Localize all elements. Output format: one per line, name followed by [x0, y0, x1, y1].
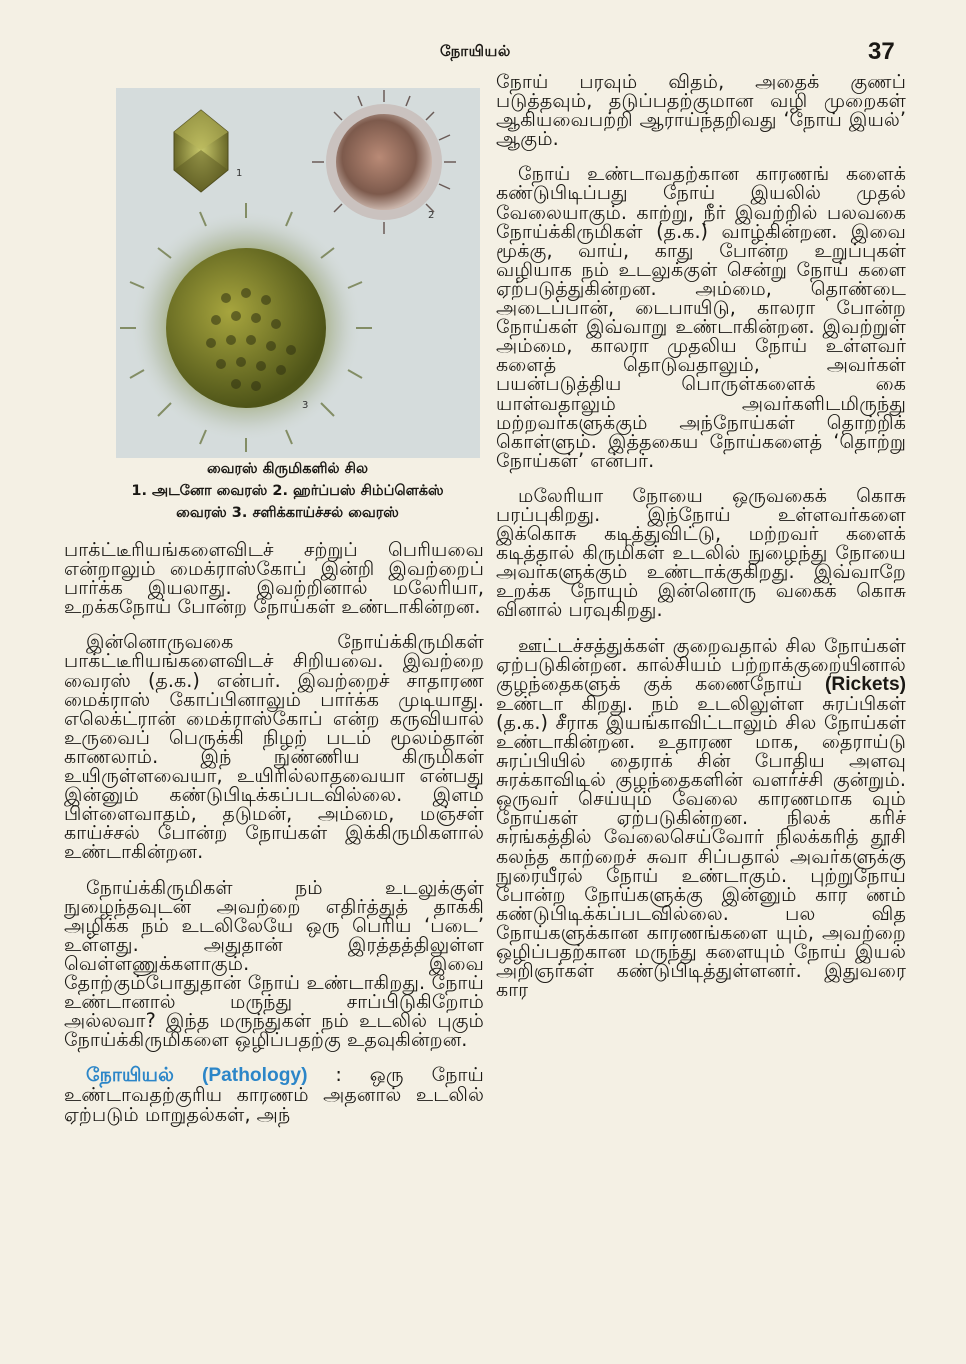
nutrition-text-a: ஊட்டச்சத்துக்கள் குறைவதால் சில நோய்கள் ஏற்படுகின்றன. கால்சியம் பற்றாக்குறையினால் குழந்தைகளுக் குக் கணைநோய்: [496, 633, 906, 695]
pathology-term: நோயியல்: [86, 1063, 175, 1087]
right-column: [496, 70, 907, 1002]
figure-label-2: 2: [428, 210, 435, 221]
right-paragraph-1: நோய் பரவும் விதம், அதைக் குணப் படுத்தவும், தடுப்பதற்குமான வழி முறைகள் ஆகியவைபற்றி ஆராய்ந்தறிவது ‘நோய் இயல்’ ஆகும்.: [496, 70, 906, 151]
left-column: [64, 540, 484, 1124]
caption-line-1: வைரஸ் கிருமிகளில் சில: [206, 461, 369, 477]
pathology-term-english: (Pathology): [201, 1065, 308, 1087]
left-paragraph-2: இன்னொருவகை நோய்க்கிருமிகள் பாக்ட்டீரியங்களைவிடச் சிறியவை. இவற்றை வைரஸ் (த.க.) என்பர். இவற்றைச் சாதாரண மைக்ராஸ் கோப்பினாலும் பார்க்க முடியாது. எலெக்ட்ரான் மைக்ராஸ்கோப் என்ற கருவியால் உருவைப் பெருக்கி நிழற் படம் மூலம்தான் காணலாம். இந் நுண்ணிய கிருமிகள் உயிருள்ளவையா, உயிரில்லாதவையா என்பது இன்னும் கண்டுபிடிக்கப்படவில்லை. இளம் பிள்ளைவாதம், தடுமன், அம்மை, மஞ்சள் காய்ச்சல் போன்ற நோய்கள் இக்கிருமிகளால் உண்டாகின்றன.: [64, 630, 484, 864]
right-paragraph-2: நோய் உண்டாவதற்கான காரணங் களைக் கண்டுபிடிப்பது நோய் இயலில் முதல் வேலையாகும். காற்று, நீர் இவற்றில் பலவகை நோய்க்கிருமிகள் (த.க.) வாழ்கின்றன. இவை மூக்கு, வாய், காது போன்ற உறுப்புகள் வழியாக நம் உடலுக்குள் சென்று நோய் களை ஏற்படுத்துகின்றன. அம்மை, தொண்டை அடைப்பான், டைபாயிடு, காலரா போன்ற நோய்கள் இவ்வாறு உண்டாகின்றன. இவற்றுள் அம்மை, காலரா முதலிய நோய் உள்ளவர் களைத் தொடுவதாலும், அவர்கள் பயன்படுத்திய பொருள்களைக் கை யாள்வதாலும் அவர்களிடமிருந்து மற்றவர்களுக்கும் அந்நோய்கள் தொற்றிக் கொள்ளும். இத்தகைய நோய்களைத் ‘தொற்று நோய்கள்’ என்பர்.: [496, 162, 906, 472]
rickets-term: (Rickets): [824, 673, 907, 695]
left-paragraph-1: பாக்ட்டீரியங்களைவிடச் சற்றுப் பெரியவை என்றாலும் மைக்ராஸ்கோப் இன்றி இவற்றைப் பார்க்க இயலாது. இவற்றினால் மலேரியா, உறக்கநோய் போன்ற நோய்கள் உண்டாகின்றன.: [64, 538, 484, 619]
right-paragraph-4: [496, 633, 907, 1002]
pathology-definition: : ஒரு நோய் உண்டாவதற்குரிய காரணம் அதனால் உடலில் ஏற்படும் மாறுதல்கள், அந்: [64, 1063, 484, 1126]
page-number: 37: [868, 38, 895, 65]
left-paragraph-3: நோய்க்கிருமிகள் நம் உடலுக்குள் நுழைந்தவுடன் அவற்றை எதிர்த்துத் தாக்கி அழிக்க நம் உடலிலேயே ஒரு பெரிய ‘படை’ உள்ளது. அதுதான் இரத்தத்திலுள்ள வெள்ளணுக்களாகும். இவை தோற்கும்போதுதான் நோய் உண்டாகிறது. நோய் உண்டானால் மருந்து சாப்பிடுகிறோம் அல்லவா? இந்த மருந்துகள் நம் உடலில் புகும் நோய்க்கிருமிகளை ஒழிப்பதற்கு உதவுகின்றன.: [64, 875, 484, 1052]
left-paragraph-4: [64, 1063, 484, 1126]
virus-figure-svg: [116, 88, 480, 458]
right-paragraph-3: மலேரியா நோயை ஒருவகைக் கொசு பரப்புகிறது. இந்நோய் உள்ளவர்களை இக்கொசு கடித்துவிட்டு, மற்றவர் களைக் கடித்தால் கிருமிகள் உடலில் நுழைந்து நோயை அவர்களுக்கும் உண்டாக்குகிறது. இவ்வாறே உறக்க நோயும் இன்னொரு வகைக் கொசு வினால் பரவுகிறது.: [496, 483, 906, 622]
caption-line-3: வைரஸ் 3. சளிக்காய்ச்சல் வைரஸ்: [176, 505, 399, 521]
figure-label-1: 1: [236, 168, 243, 179]
running-header: நோயியல்: [440, 42, 511, 60]
caption-line-2: 1. அடனோ வைரஸ் 2. ஹர்ப்பஸ் சிம்ப்ளெக்ஸ்: [131, 483, 444, 499]
virus-illustration: [116, 88, 480, 458]
figure-caption: [60, 458, 515, 524]
figure-label-3: 3: [302, 400, 309, 411]
nutrition-text-b: உண்டா கிறது. நம் உடலிலுள்ள சுரப்பிகள் (த.க.) சீராக இயங்காவிட்டாலும் சில நோய்கள் உண்டாகின்றன. உதாரண மாக, தைராய்டு சுரப்பியில் தைராக் சின் போதிய அளவு சுரக்காவிடில் குழந்தைகளின் வளர்ச்சி குன்றும். ஒருவர் செய்யும் வேலை காரணமாக வும் நோய்கள் ஏற்படுகின்றன. நிலக் கரிச் சுரங்கத்தில் வேலைசெய்வோர் நிலக்கரித் தூசி கலந்த காற்றைச் சுவா சிப்பதால் அவர்களுக்கு நுரையீரல் நோய் உண்டாகும். புற்றுநோய் போன்ற நோய்களுக்கு இன்னும் கார ணம் கண்டுபிடிக்கப்படவில்லை. பல வித நோய்களுக்கான காரணங்களை யும், அவற்றை ஒழிப்பதற்கான மருந்து களையும் நோய் இயல் அறிஞர்கள் கண்டுபிடித்துள்ளனர். இதுவரை கார: [496, 691, 906, 1002]
